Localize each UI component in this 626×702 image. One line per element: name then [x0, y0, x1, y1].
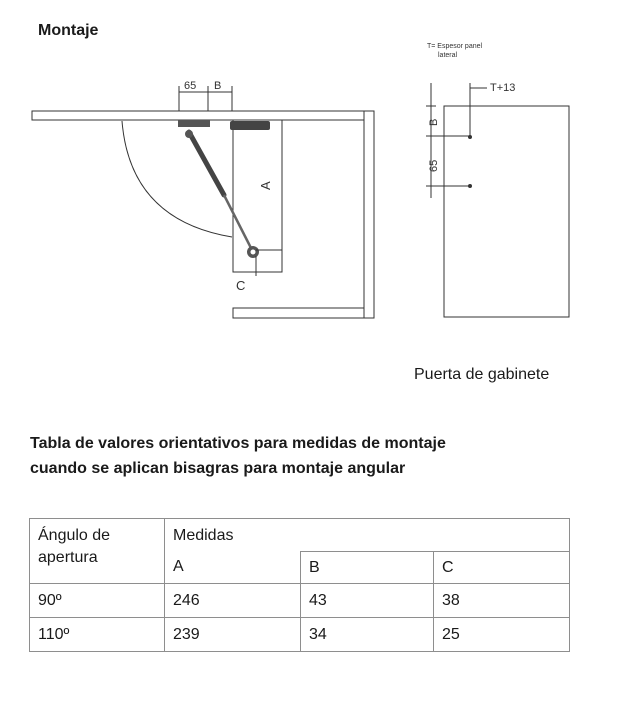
thickness-note-line1: T= Espesor panel [427, 43, 483, 50]
cabinet-bottom-shelf [233, 308, 364, 318]
header-col-c: C [434, 552, 570, 584]
label-b-right: B [428, 118, 440, 126]
label-c: C [236, 278, 246, 293]
header-col-b: B [301, 552, 434, 584]
cell-b: 34 [301, 618, 434, 652]
label-65: 65 [184, 80, 197, 92]
label-t13: T+13 [490, 82, 516, 94]
table-heading-line2: cuando se aplican bisagras para montaje angular [30, 460, 406, 477]
cell-c: 38 [434, 584, 570, 618]
cell-a: 246 [165, 584, 301, 618]
cabinet-side-panel [364, 111, 374, 318]
cell-angle: 110º [30, 618, 165, 652]
table-row [30, 618, 570, 652]
page-title: Montaje [38, 22, 99, 39]
header-angle: Ángulo de apertura [30, 519, 165, 584]
mount-point-bottom [468, 184, 472, 188]
cabinet-section-drawing [32, 111, 374, 318]
mount-point-top [468, 135, 472, 139]
side-panel-view [444, 106, 569, 317]
mounting-values-table [29, 518, 570, 652]
header-col-a: A [165, 552, 301, 584]
table-heading [30, 431, 446, 481]
cell-angle: 90º [30, 584, 165, 618]
header-measures: Medidas [165, 519, 570, 552]
label-b: B [214, 80, 222, 92]
cabinet-top-panel [32, 111, 364, 120]
table-header-row [30, 519, 570, 552]
cabinet-door-caption: Puerta de gabinete [414, 366, 550, 383]
cell-a: 239 [165, 618, 301, 652]
label-a: A [258, 181, 273, 190]
thickness-note-line2: lateral [438, 52, 458, 59]
label-65-right: 65 [428, 159, 440, 172]
table-row [30, 584, 570, 618]
table-heading-line1: Tabla de valores orientativos para medidas de montaje [30, 435, 446, 452]
cell-c: 25 [434, 618, 570, 652]
cell-b: 43 [301, 584, 434, 618]
